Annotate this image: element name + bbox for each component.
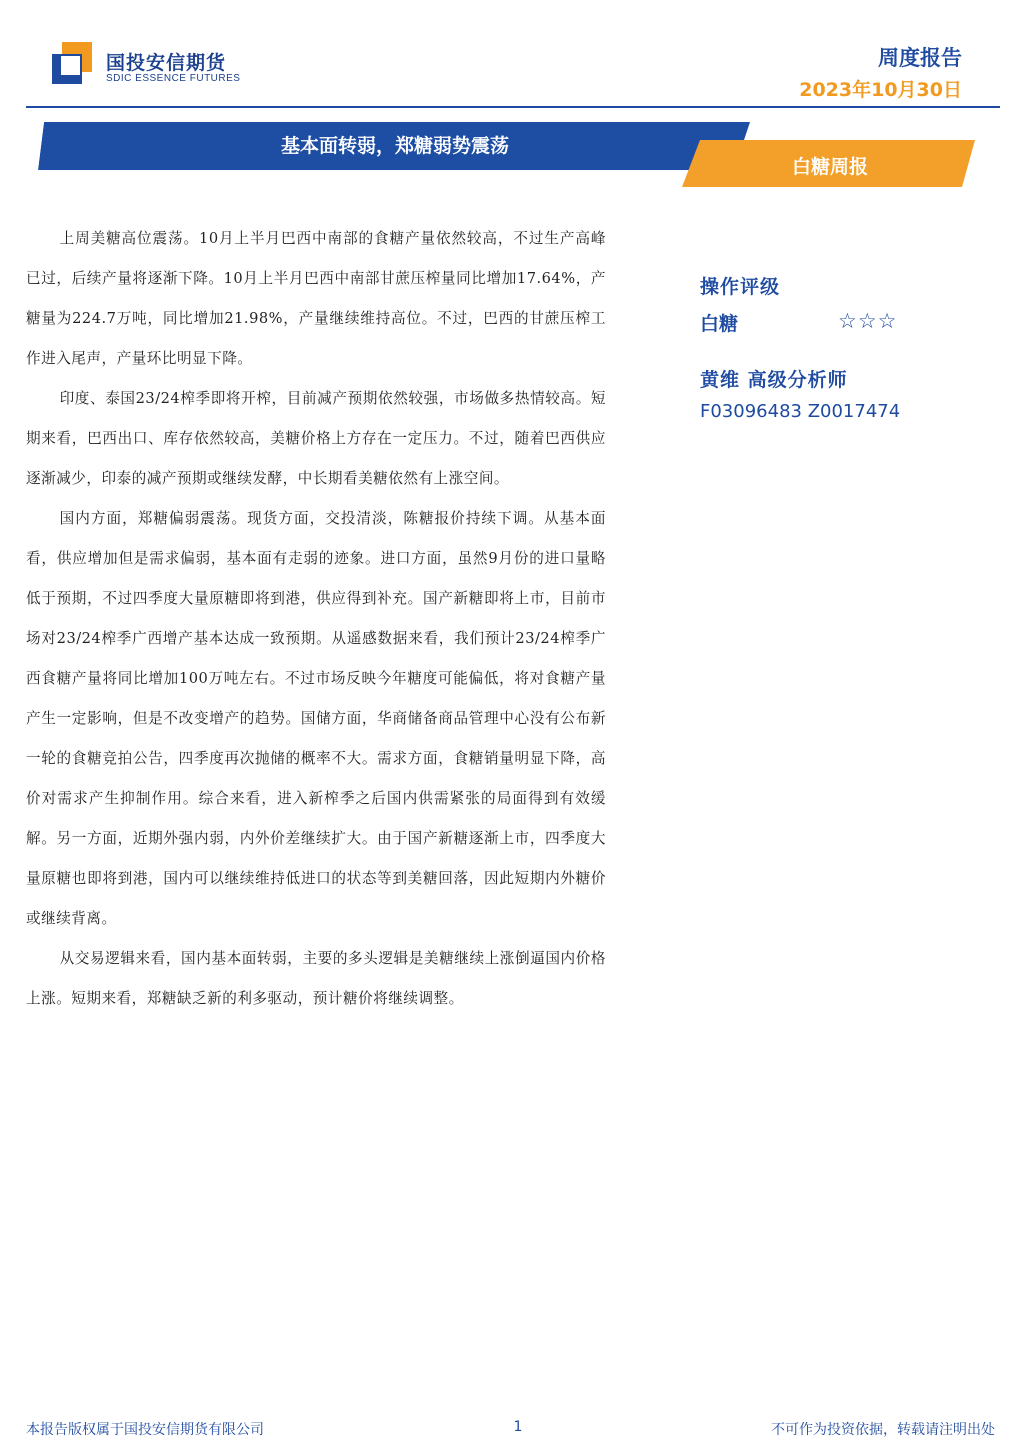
body-paragraph: 上周美糖高位震荡。10月上半月巴西中南部的食糖产量依然较高，不过生产高峰已过，后续产量将逐渐下降。10月上半月巴西中南部甘蔗压榨量同比增加17.64%，产糖量为224.7万吨，同比增加21.98%，产量继续维持高位。不过，巴西的甘蔗压榨工作进入尾声，产量环比明显下降。 bbox=[26, 230, 606, 367]
logo-text-cn: 国投安信期货 bbox=[106, 52, 227, 74]
report-body bbox=[26, 219, 606, 1019]
body-paragraph: 国内方面，郑糖偏弱震荡。现货方面，交投清淡，陈糖报价持续下调。从基本面看，供应增加但是需求偏弱，基本面有走弱的迹象。进口方面，虽然9月份的进口量略低于预期，不过四季度大量原糖即将到港，供应得到补充。国产新糖即将上市，目前市场对23/24榨季广西增产基本达成一致预期。从遥感数据来看，我们预计23/24榨季广西食糖产量将同比增加100万吨左右。不过市场反映今年糖度可能偏低，将对食糖产量产生一定影响，但是不改变增产的趋势。国储方面，华商储备商品管理中心没有公布新一轮的食糖竞拍公告，四季度再次抛储的概率不大。需求方面，食糖销量明显下降，高价对需求产生抑制作用。综合来看，进入新榨季之后国内供需紧张的局面得到有效缓解。另一方面，近期外强内弱，内外价差继续扩大。由于国产新糖逐渐上市，四季度大量原糖也即将到港，国内可以继续维持低进口的状态等到美糖回落，因此短期内外糖价或继续背离。 bbox=[26, 510, 606, 927]
analyst-name: 黄维 高级分析师 bbox=[700, 369, 848, 391]
report-type: 周度报告 bbox=[878, 46, 962, 70]
logo-mark-icon bbox=[52, 42, 92, 84]
footer-disclaimer: 不可作为投资依据，转载请注明出处 bbox=[771, 1422, 995, 1438]
report-date: 2023年10月30日 bbox=[799, 79, 962, 101]
rating-product: 白糖 bbox=[700, 313, 739, 335]
header-divider bbox=[26, 106, 1000, 108]
analyst-license: F03096483 Z0017474 bbox=[700, 401, 901, 422]
page-number: 1 bbox=[513, 1419, 523, 1435]
report-category: 白糖周报 bbox=[791, 156, 868, 178]
logo-text-en: SDIC ESSENCE FUTURES bbox=[106, 73, 241, 84]
rating-label: 操作评级 bbox=[700, 276, 781, 298]
company-logo bbox=[52, 42, 242, 88]
body-paragraph: 印度、泰国23/24榨季即将开榨，目前减产预期依然较强，市场做多热情较高。短期来看，巴西出口、库存依然较高，美糖价格上方存在一定压力。不过，随着巴西供应逐渐减少，印泰的减产预期或继续发酵，中长期看美糖依然有上涨空间。 bbox=[26, 390, 606, 487]
report-headline: 基本面转弱，郑糖弱势震荡 bbox=[280, 135, 509, 157]
rating-stars-icon: ☆☆☆ bbox=[838, 309, 898, 333]
body-paragraph: 从交易逻辑来看，国内基本面转弱，主要的多头逻辑是美糖继续上涨倒逼国内价格上涨。短期来看，郑糖缺乏新的利多驱动，预计糖价将继续调整。 bbox=[26, 950, 606, 1007]
footer-copyright: 本报告版权属于国投安信期货有限公司 bbox=[26, 1422, 264, 1438]
